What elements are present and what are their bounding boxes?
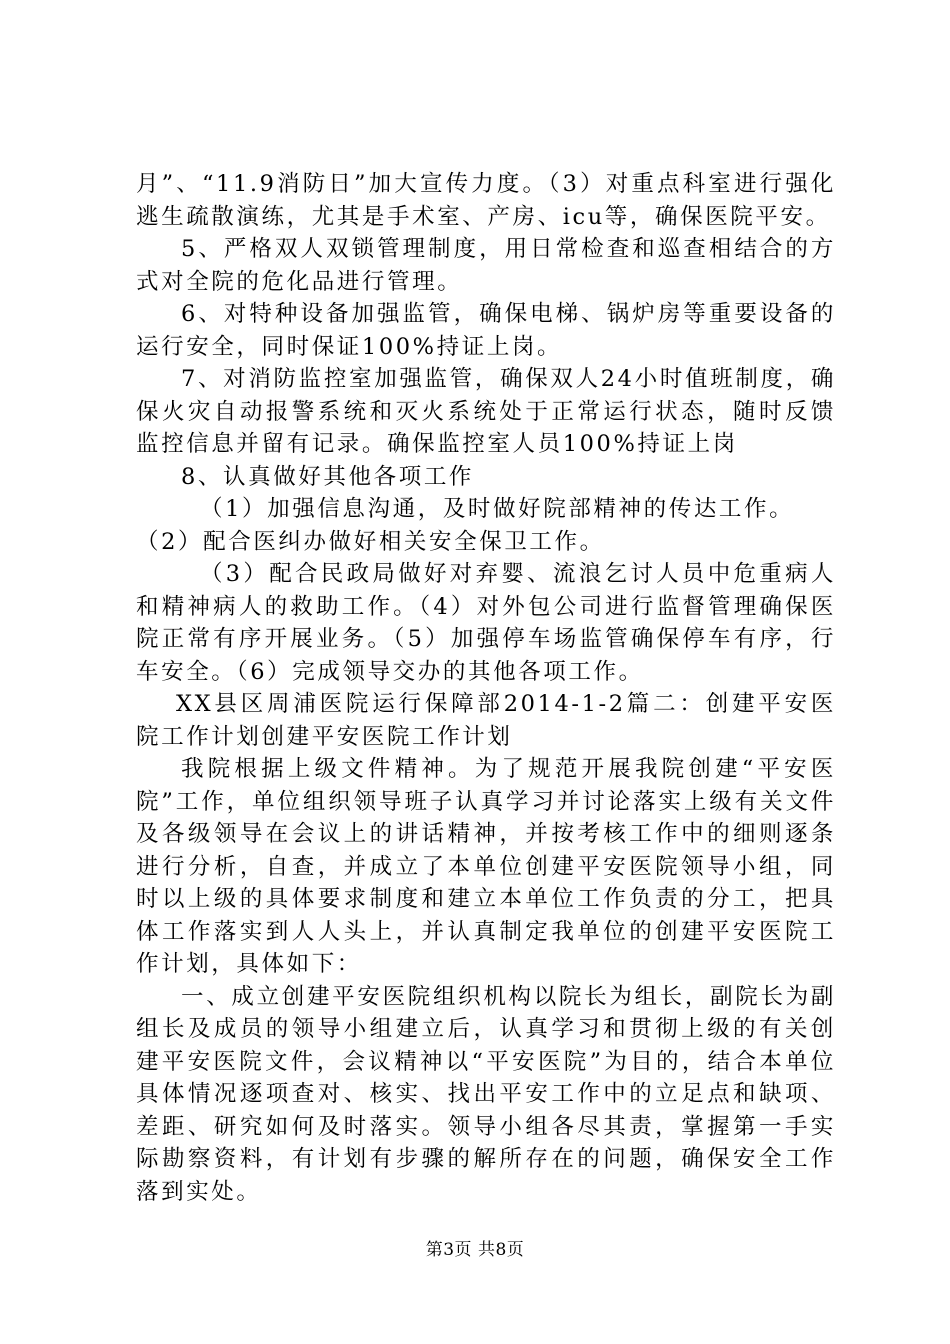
- paragraph-subitem-3-6: （3）配合民政局做好对弃婴、流浪乞讨人员中危重病人和精神病人的救助工作。（4）对外包公司进行监督管理确保医院正常有序开展业务。（5）加强停车场监管确保停车有序，行车安全。（6）完成领导交办的其他各项工作。: [136, 561, 836, 685]
- paragraph-item-7: 7、对消防监控室加强监管，确保双人24小时值班制度，确保火灾自动报警系统和灭火系统处于正常运行状态，随时反馈监控信息并留有记录。确保监控室人员100%持证上岗: [136, 366, 836, 457]
- paragraph-subitem-2: （2）配合医纠办做好相关安全保卫工作。: [136, 528, 605, 555]
- paragraph-fire-drill: 月”、“11.9消防日”加大宣传力度。（3）对重点科室进行强化逃生疏散演练，尤其是手术室、产房、icu等，确保医院平安。: [136, 171, 836, 230]
- paragraph-section-one: 一、成立创建平安医院组织机构以院长为组长，副院长为副组长及成员的领导小组建立后，认真学习和贯彻上级的有关创建平安医院文件，会议精神以“平安医院”为目的，结合本单位具体情况逐项查对、核实、找出平安工作中的立足点和缺项、差距、研究如何及时落实。领导小组各尽其责，掌握第一手实际勘察资料，有计划有步骤的解所存在的问题，确保安全工作落到实处。: [136, 983, 836, 1205]
- paragraph-item-8: 8、认真做好其他各项工作: [181, 463, 475, 490]
- paragraph-intro: 我院根据上级文件精神。为了规范开展我院创建“平安医院”工作，单位组织领导班子认真学习并讨论落实上级有关文件及各级领导在会议上的讲话精神，并按考核工作中的细则逐条进行分析，自查，并成立了本单位创建平安医院领导小组，同时以上级的具体要求制度和建立本单位工作负责的分工，把具体工作落实到人人头上，并认真制定我单位的创建平安医院工作计划，具体如下：: [136, 756, 836, 977]
- page-number-footer: 第3页 共8页: [425, 1240, 525, 1260]
- paragraph-item-5: 5、严格双人双锁管理制度，用日常检查和巡查相结合的方式对全院的危化品进行管理。: [136, 236, 836, 295]
- document-body: [136, 168, 836, 1208]
- paragraph-heading-part-two: XX县区周浦医院运行保障部2014-1-2篇二：创建平安医院工作计划创建平安医院工作计划: [136, 691, 836, 750]
- paragraph-subitem-1: （1）加强信息沟通，及时做好院部精神的传达工作。: [200, 496, 795, 522]
- paragraph-item-6: 6、对特种设备加强监管，确保电梯、锅炉房等重要设备的运行安全，同时保证100%持证上岗。: [136, 301, 836, 360]
